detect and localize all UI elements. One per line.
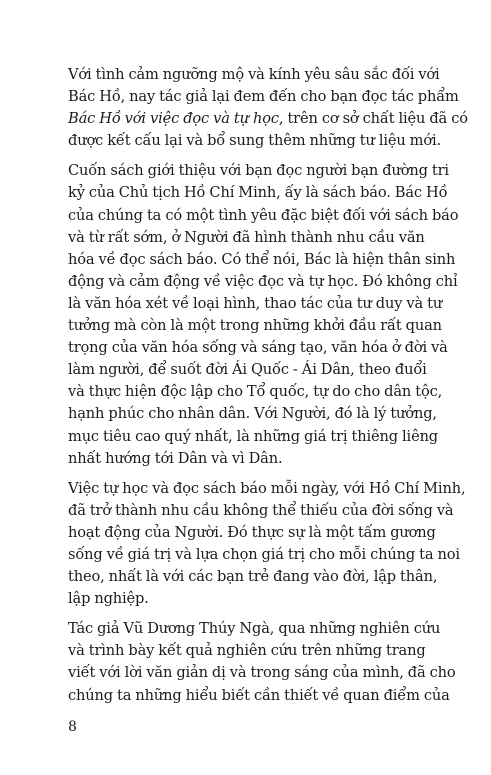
text-line [68,403,437,425]
text-line [68,618,441,640]
text-run: theo, nhất là với các bạn trẻ đang vào đời, lập thân, [68,568,438,586]
text-run: sống về giá trị và lựa chọn giá trị cho mỗi chúng ta noi [68,545,460,563]
text-run: tưởng mà còn là một trong những khởi đầu rất quan [68,317,442,335]
text-line [68,685,450,707]
paragraph-2 [68,160,459,469]
text-run: chúng ta những hiểu biết cần thiết về quan điểm của [68,686,450,704]
text-run: đã trở thành nhu cầu không thể thiếu của đời sống và [68,501,454,519]
text-run: và từ rất sớm, ở Người đã hình thành nhu cầu văn [68,228,425,246]
text-run: của chúng ta có một tình yêu đặc biệt đối với sách báo [68,206,459,224]
text-line [68,205,459,227]
text-run: viết với lời văn giản dị và trong sáng của mình, đã cho [68,664,456,682]
text-run: và trình bày kết quả nghiên cứu trên những trang [68,642,426,660]
text-line [68,544,460,566]
text-line [68,227,423,249]
text-line [68,662,456,684]
text-run: và thực hiện độc lập cho Tổ quốc, tự do cho dân tộc, [68,383,443,401]
text-run: mục tiêu cao quý nhất, là những giá trị thiêng liêng [68,427,439,445]
text-line [68,588,423,610]
paragraph-3 [68,478,466,611]
book-title-italic: Bác Hồ với việc đọc và tự học [68,110,279,128]
text-line [68,448,423,470]
text-run: lập nghiệp. [68,590,149,608]
text-run: kỷ của Chủ tịch Hồ Chí Minh, ấy là sách báo. Bác Hồ [68,184,448,202]
text-run: làm người, để suốt đời Ái Quốc - Ái Dân, theo đuổi [68,361,427,379]
text-line [68,64,440,86]
page-number: 8 [68,719,77,735]
text-run: nhất hướng tới Dân và vì Dân. [68,449,283,467]
text-line [68,271,458,293]
text-line [68,293,443,315]
text-line [68,249,456,271]
text-run: , trên cơ sở chất liệu đã có [278,110,468,128]
text-run: Tác giả Vũ Dương Thúy Ngà, qua những nghiên cứu [68,620,441,638]
text-line [68,359,427,381]
text-run: Với tình cảm ngưỡng mộ và kính yêu sâu sắc đối với [68,66,440,83]
text-line [68,566,438,588]
text-run: động và cảm động về việc đọc và tự học. Đó không chỉ [68,272,458,290]
paragraph-4 [68,618,456,706]
text-line [68,426,439,448]
document-page [68,64,468,715]
text-line [68,130,442,152]
text-line [68,182,448,204]
text-run: Việc tự học và đọc sách báo mỗi ngày, với Hồ Chí Minh, [68,479,466,497]
text-line [68,337,448,359]
text-line [68,86,459,108]
text-run: hạnh phúc cho nhân dân. Với Người, đó là lý tưởng, [68,405,437,423]
text-line [68,478,466,500]
text-line [68,522,436,544]
paragraph-1 [68,64,468,152]
text-run: được kết cấu lại và bổ sung thêm những tư liệu mới. [68,132,442,150]
text-run: là văn hóa xét về loại hình, thao tác của tư duy và tư [68,294,443,312]
text-run: hóa về đọc sách báo. Có thể nói, Bác là hiện thân sinh [68,250,456,268]
text-line [68,640,426,662]
text-run: trọng của văn hóa sống và sáng tạo, văn hóa ở đời và [68,339,448,357]
text-run: Cuốn sách giới thiệu với bạn đọc người bạn đường tri [68,162,449,180]
text-line [68,381,443,403]
text-line [68,160,449,182]
text-line [68,108,468,130]
text-line [68,315,442,337]
text-run: hoạt động của Người. Đó thực sự là một tấm gương [68,523,436,541]
text-run: Bác Hồ, nay tác giả lại đem đến cho bạn đọc tác phẩm [68,88,459,106]
text-line [68,500,454,522]
